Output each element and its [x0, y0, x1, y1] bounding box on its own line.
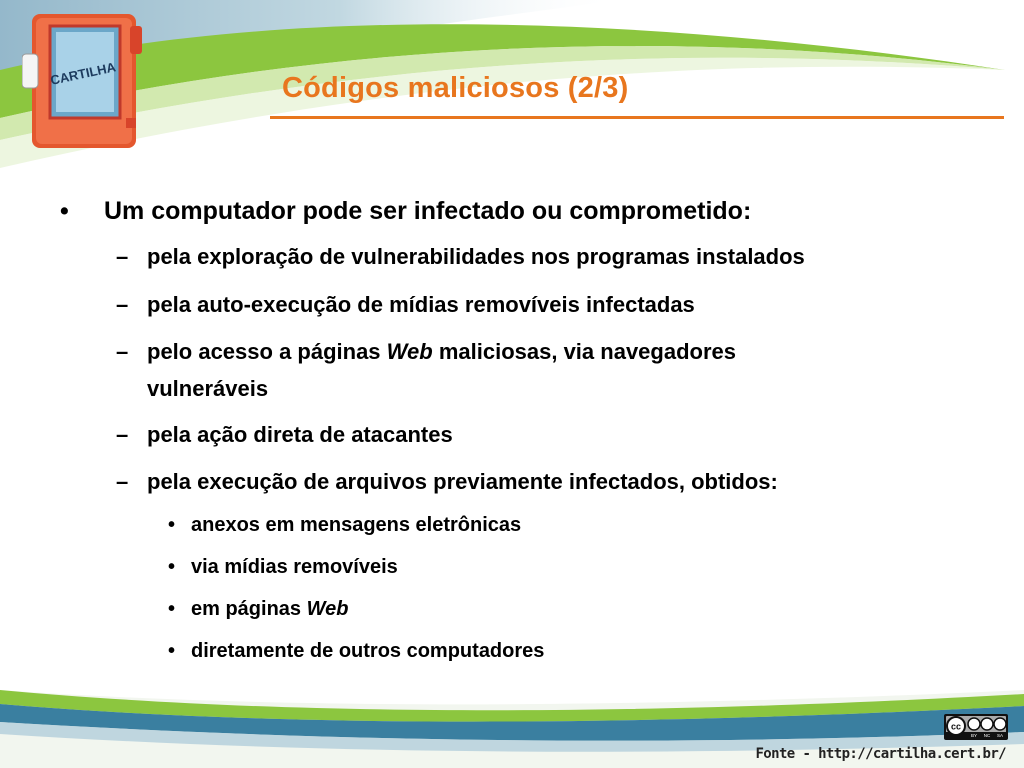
- cc-term-sa: SA: [996, 733, 1004, 738]
- bullet-marker: •: [168, 598, 176, 620]
- sub-sub-item-4-text: diretamente de outros computadores: [191, 640, 545, 662]
- cartilha-logo: [22, 6, 146, 156]
- sub-sub-item-3-text: [191, 598, 348, 621]
- sub-item-3-web: Web: [386, 339, 433, 364]
- dash-marker: –: [116, 422, 129, 447]
- bullet-marker: •: [168, 556, 176, 578]
- slide-title: Códigos maliciosos (2/3): [282, 72, 629, 104]
- bullet-marker: •: [168, 640, 176, 662]
- footer-source: Fonte - http://cartilha.cert.br/: [755, 746, 1006, 762]
- bullet-marker: •: [60, 197, 69, 225]
- sub-item-4-text: pela ação direta de atacantes: [147, 422, 453, 447]
- sub-sub-item-3-part-a: em páginas: [191, 598, 307, 620]
- sub-item-3-part-a: pelo acesso a páginas: [147, 339, 387, 364]
- sa-icon: [994, 718, 1006, 730]
- cc-term-nc: NC: [983, 733, 991, 738]
- sub-item-5-text: pela execução de arquivos previamente infectados, obtidos:: [147, 469, 778, 494]
- dash-marker: –: [116, 469, 129, 494]
- creative-commons-badge: [944, 714, 1008, 740]
- sub-sub-item-3-web: Web: [306, 598, 349, 620]
- sub-sub-item-1-text: anexos em mensagens eletrônicas: [191, 514, 522, 536]
- dash-marker: –: [116, 244, 129, 269]
- nc-icon: [981, 718, 993, 730]
- sub-item-1-text: pela exploração de vulnerabilidades nos programas instalados: [147, 244, 805, 269]
- dash-marker: –: [116, 292, 129, 317]
- sub-item-3-part-b: maliciosas, via navegadores: [432, 339, 736, 364]
- dash-marker: –: [116, 339, 129, 364]
- sub-item-2-text: pela auto-execução de mídias removíveis infectadas: [147, 292, 695, 317]
- cc-icon: cc: [950, 721, 962, 732]
- sub-item-3-text: [147, 339, 736, 365]
- sub-item-3-line2: vulneráveis: [147, 376, 269, 401]
- sub-sub-item-2-text: via mídias removíveis: [191, 556, 398, 578]
- title-underline: [270, 116, 1004, 119]
- bullet-marker: •: [168, 514, 176, 536]
- logo-label: CARTILHA: [49, 59, 118, 88]
- cc-term-by: BY: [970, 733, 978, 738]
- bullet-main-text: Um computador pode ser infectado ou comprometido:: [104, 197, 752, 225]
- by-icon: [968, 718, 980, 730]
